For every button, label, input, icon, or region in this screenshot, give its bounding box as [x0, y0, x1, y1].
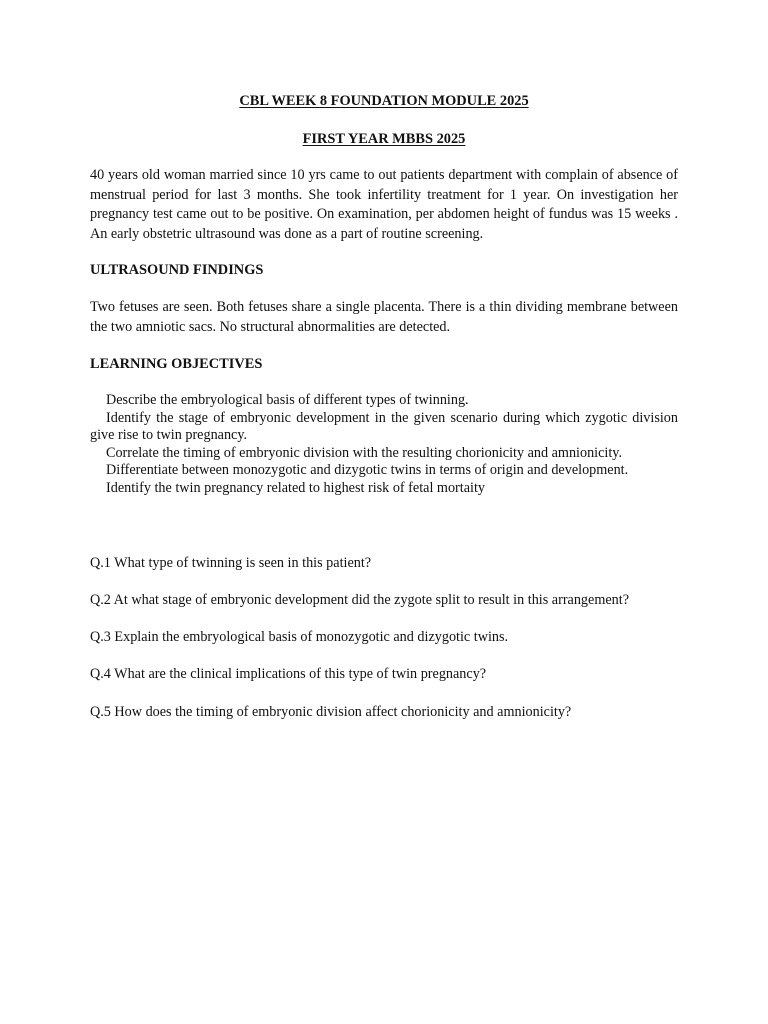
question-4: Q.4 What are the clinical implications of this type of twin pregnancy? — [90, 666, 487, 682]
question-1: Q.1 What type of twinning is seen in this patient? — [90, 555, 372, 571]
case-scenario-paragraph: 40 years old woman married since 10 yrs came to out patients department with complain of absence of menstrual period for last 3 months. She took infertility treatment for 1 year. On investigation her pregnancy test came out to be positive. On examination, per abdomen height of fundus was 15 weeks . An early obstetric ultrasound was done as a part of routine screening. — [90, 167, 678, 242]
learning-objectives-list — [90, 392, 678, 498]
ultrasound-findings-paragraph: Two fetuses are seen. Both fetuses share a single placenta. There is a thin dividing membrane between the two amniotic sacs. No structural abnormalities are detected. — [90, 299, 678, 335]
document-subtitle: FIRST YEAR MBBS 2025 — [302, 131, 466, 147]
question-3: Q.3 Explain the embryological basis of monozygotic and dizygotic twins. — [90, 629, 509, 645]
ultrasound-findings-heading: ULTRASOUND FINDINGS — [90, 262, 264, 278]
objective-item: Identify the twin pregnancy related to highest risk of fetal mortaity — [106, 479, 486, 496]
objective-item: Differentiate between monozygotic and dizygotic twins in terms of origin and development. — [106, 462, 629, 479]
objective-item: Describe the embryological basis of different types of twinning. — [106, 392, 469, 408]
question-2: Q.2 At what stage of embryonic development did the zygote split to result in this arrangement? — [90, 592, 629, 608]
document-title: CBL WEEK 8 FOUNDATION MODULE 2025 — [239, 93, 529, 109]
question-5: Q.5 How does the timing of embryonic division affect chorionicity and amnionicity? — [90, 704, 572, 720]
objective-item: Identify the stage of embryonic development in the given scenario during which zygotic division give rise to twin pregnancy. — [90, 409, 678, 444]
objective-item: Correlate the timing of embryonic division with the resulting chorionicity and amnionicity. — [106, 444, 623, 461]
learning-objectives-heading: LEARNING OBJECTIVES — [90, 356, 263, 372]
